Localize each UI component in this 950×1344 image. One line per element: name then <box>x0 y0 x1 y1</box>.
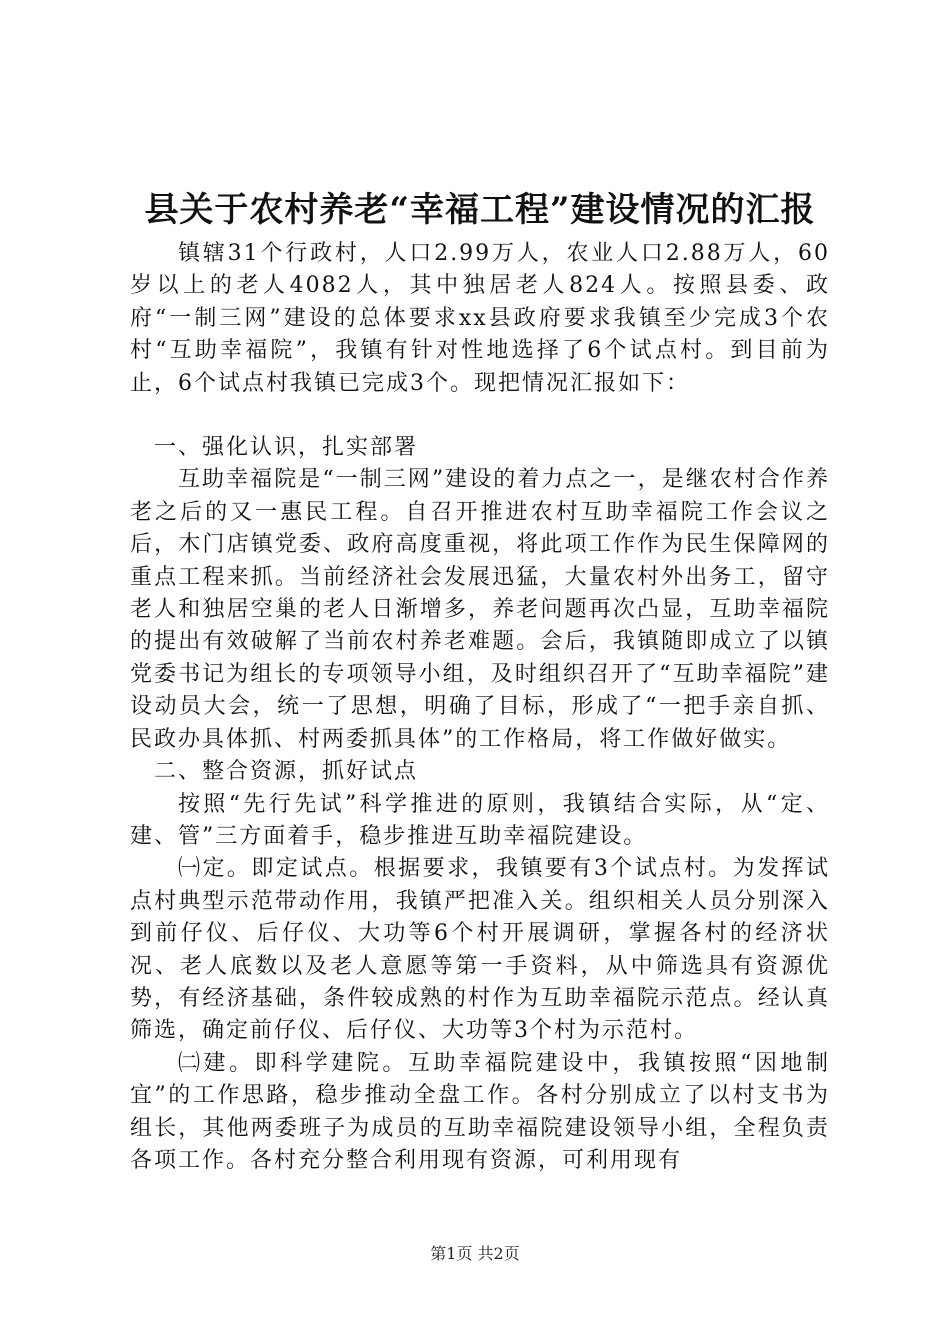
paragraph-section-1: 互助幸福院是“一制三网”建设的着力点之一，是继农村合作养老之后的又一惠民工程。自召开推进农村互助幸福院工作会议之后，木门店镇党委、政府高度重视，将此项工作作为民生保障网的重点工程来抓。当前经济社会发展迅猛，大量农村外出务工，留守老人和独居空巢的老人日渐增多，养老问题再次凸显，互助幸福院的提出有效破解了当前农村养老难题。会后，我镇随即成立了以镇党委书记为组长的专项领导小组，及时组织召开了“互助幸福院”建设动员大会，统一了思想，明确了目标，形成了“一把手亲自抓、民政办具体抓、村两委抓具体”的工作格局，将工作做好做实。 <box>130 467 830 752</box>
page-footer: 第1页 共2页 <box>430 1244 520 1263</box>
paragraph-item-2: ㈡建。即科学建院。互助幸福院建设中，我镇按照“因地制宜”的工作思路，稳步推动全盘工作。各村分别成立了以村支书为组长，其他两委班子为成员的互助幸福院建设领导小组，全程负责各项工作。各村充分整合利用现有资源，可利用现有 <box>130 1050 830 1173</box>
section-heading-2: 二、整合资源，抓好试点 <box>154 759 419 785</box>
paragraph-gap <box>130 400 830 432</box>
section-heading-1: 一、强化认识，扎实部署 <box>154 435 419 461</box>
document-body <box>130 238 830 1177</box>
paragraph-item-1: ㈠定。即定试点。根据要求，我镇要有3个试点村。为发挥试点村典型示范带动作用，我镇严把准入关。组织相关人员分别深入到前仔仪、后仔仪、大功等6个村开展调研，掌握各村的经济状况、老人底数以及老人意愿等第一手资料，从中筛选具有资源优势，有经济基础，条件较成熟的村作为互助幸福院示范点。经认真筛选，确定前仔仪、后仔仪、大功等3个村为示范村。 <box>130 856 830 1044</box>
paragraph-section-2: 按照“先行先试”科学推进的原则，我镇结合实际，从“定、建、管”三方面着手，稳步推进互助幸福院建设。 <box>130 791 830 849</box>
document-title: 县关于农村养老“幸福工程”建设情况的汇报 <box>144 190 816 230</box>
paragraph-intro: 镇辖31个行政村，人口2.99万人，农业人口2.88万人，60岁以上的老人4082人，其中独居老人824人。按照县委、政府“一制三网”建设的总体要求xx县政府要求我镇至少完成3个农村“互助幸福院”，我镇有针对性地选择了6个试点村。到目前为止，6个试点村我镇已完成3个。现把情况汇报如下： <box>130 241 830 396</box>
